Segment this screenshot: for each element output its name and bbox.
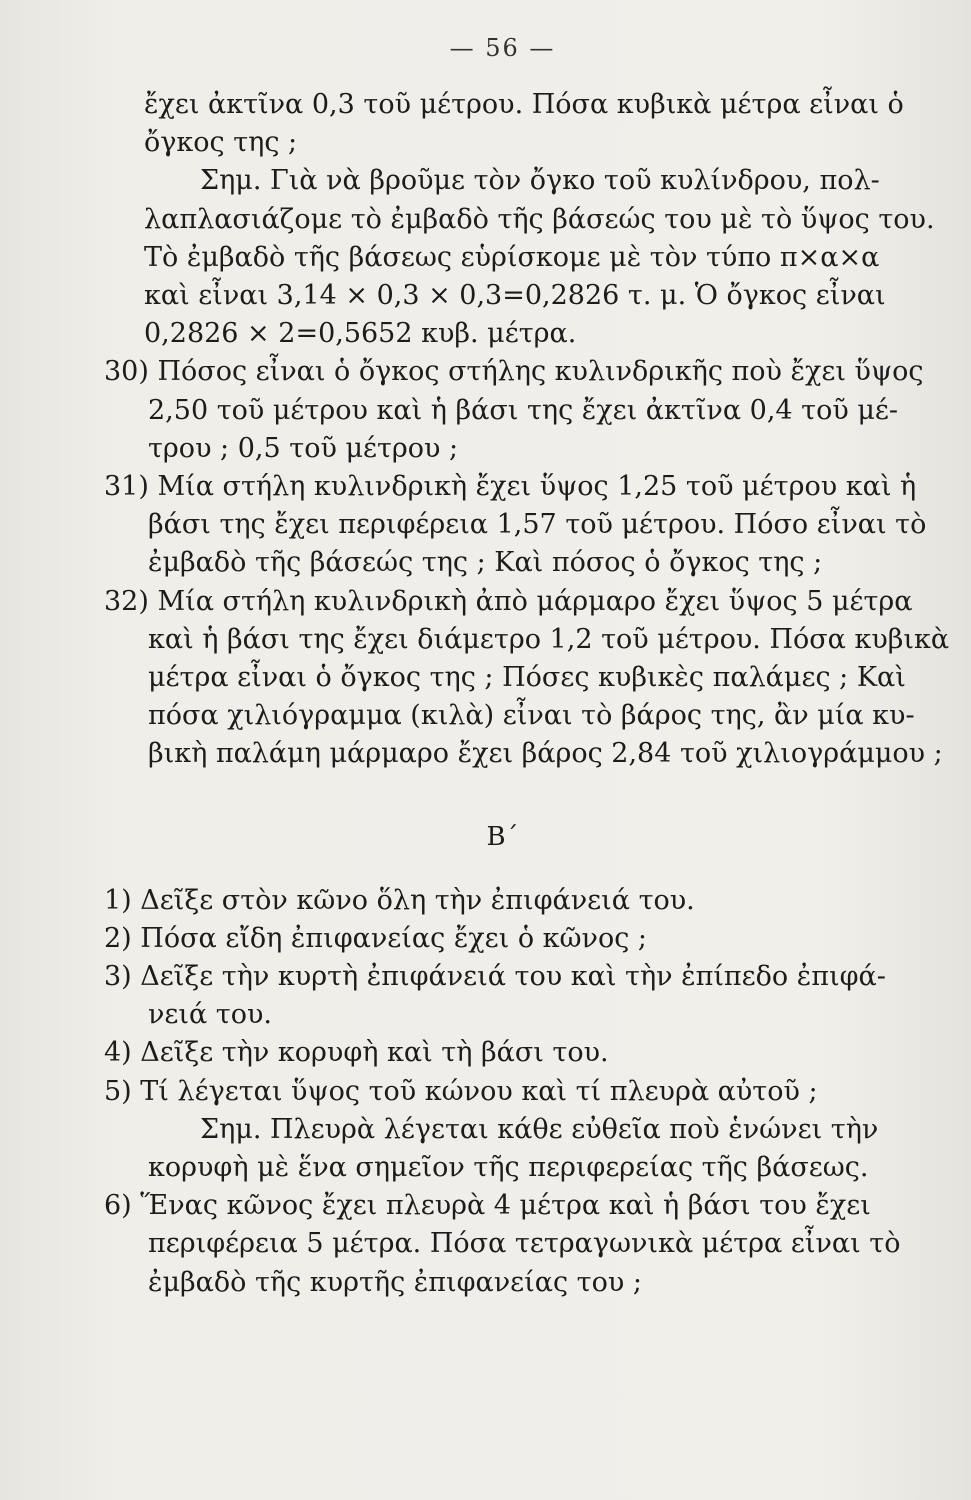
text-line: ἔχει ἀκτῖνα 0,3 τοῦ μέτρου. Πόσα κυβικὰ μέτρα εἶναι ὁ [144, 89, 904, 120]
text-line: ὄγκος της ; [144, 127, 298, 159]
text-line: λαπλασιάζομε τὸ ἐμβαδὸ τῆς βάσεώς του μὲ τὸ ὕψος του. [144, 203, 935, 235]
text-line: Τὸ ἐμβαδὸ τῆς βάσεως εὑρίσκομε μὲ τὸν τύπο π×α×α [144, 241, 880, 273]
text-line: βάσι της ἔχει περιφέρεια 1,57 τοῦ μέτρου. Πόσο εἶναι τὸ [148, 509, 927, 541]
exercise-30: 30) Πόσος εἶναι ὁ ὄγκος στήλης κυλινδρικῆς ποὺ ἔχει ὕψος [104, 356, 924, 388]
exercise-4: 4) Δεῖξε τὴν κορυφὴ καὶ τὴ βάσι του. [104, 1037, 609, 1069]
exercise-5: 5) Τί λέγεται ὕψος τοῦ κώνου καὶ τί πλευρὰ αὐτοῦ ; [104, 1075, 818, 1107]
text-line: τρου ; 0,5 τοῦ μέτρου ; [148, 432, 459, 464]
text-line: ἐμβαδὸ τῆς βάσεώς της ; Καὶ πόσος ὁ ὄγκος της ; [148, 547, 823, 579]
note-line: Σημ. Πλευρὰ λέγεται κάθε εὐθεῖα ποὺ ἑνώνει τὴν [200, 1113, 879, 1145]
text-line: περιφέρεια 5 μέτρα. Πόσα τετραγωνικὰ μέτρα εἶναι τὸ [148, 1228, 901, 1260]
exercise-31: 31) Μία στήλη κυλινδρικὴ ἔχει ὕψος 1,25 τοῦ μέτρου καὶ ἡ [104, 471, 917, 503]
text-line: κορυφὴ μὲ ἕνα σημεῖον τῆς περιφερείας τῆς βάσεως. [148, 1152, 869, 1184]
exercise-6: 6) Ἕνας κῶνος ἔχει πλευρὰ 4 μέτρα καὶ ἡ βάσι του ἔχει [104, 1190, 871, 1222]
exercises-part-a [104, 86, 950, 774]
section-title: Β´ [486, 821, 519, 852]
text-line: καὶ ἡ βάσι της ἔχει διάμετρο 1,2 τοῦ μέτρου. Πόσα κυβικὰ [148, 623, 950, 655]
exercise-3: 3) Δεῖξε τὴν κυρτὴ ἐπιφάνειά του καὶ τὴν ἐπίπεδο ἐπιφά- [104, 961, 886, 993]
text-line: ἐμβαδὸ τῆς κυρτῆς ἐπιφανείας του ; [148, 1266, 642, 1298]
text-line: καὶ εἶναι 3,14 × 0,3 × 0,3=0,2826 τ. μ. Ὁ ὄγκος εἶναι [144, 280, 886, 312]
exercise-2: 2) Πόσα εἴδη ἐπιφανείας ἔχει ὁ κῶνος ; [104, 922, 648, 954]
note-line: Σημ. Γιὰ νὰ βροῦμε τὸν ὄγκο τοῦ κυλίνδρου, πολ- [200, 165, 880, 197]
text-line: 0,2826 × 2=0,5652 κυβ. μέτρα. [144, 318, 577, 350]
exercise-32: 32) Μία στήλη κυλινδρικὴ ἀπὸ μάρμαρο ἔχει ὕψος 5 μέτρα [104, 585, 913, 617]
text-line: βικὴ παλάμη μάρμαρο ἔχει βάρος 2,84 τοῦ χιλιογράμμου ; [148, 738, 943, 770]
text-line: μέτρα εἶναι ὁ ὄγκος της ; Πόσες κυβικὲς παλάμες ; Καὶ [148, 662, 906, 694]
text-line: νειά του. [148, 999, 272, 1031]
text-line: πόσα χιλιόγραμμα (κιλὰ) εἶναι τὸ βάρος της, ἂν μία κυ- [148, 700, 915, 732]
text-line: 2,50 τοῦ μέτρου καὶ ἡ βάσι της ἔχει ἀκτῖνα 0,4 τοῦ μέ- [148, 394, 899, 426]
exercise-1: 1) Δεῖξε στὸν κῶνο ὅλη τὴν ἐπιφάνειά του. [104, 884, 695, 916]
page-number: — 56 — [449, 34, 556, 62]
exercises-part-b [104, 882, 901, 1302]
